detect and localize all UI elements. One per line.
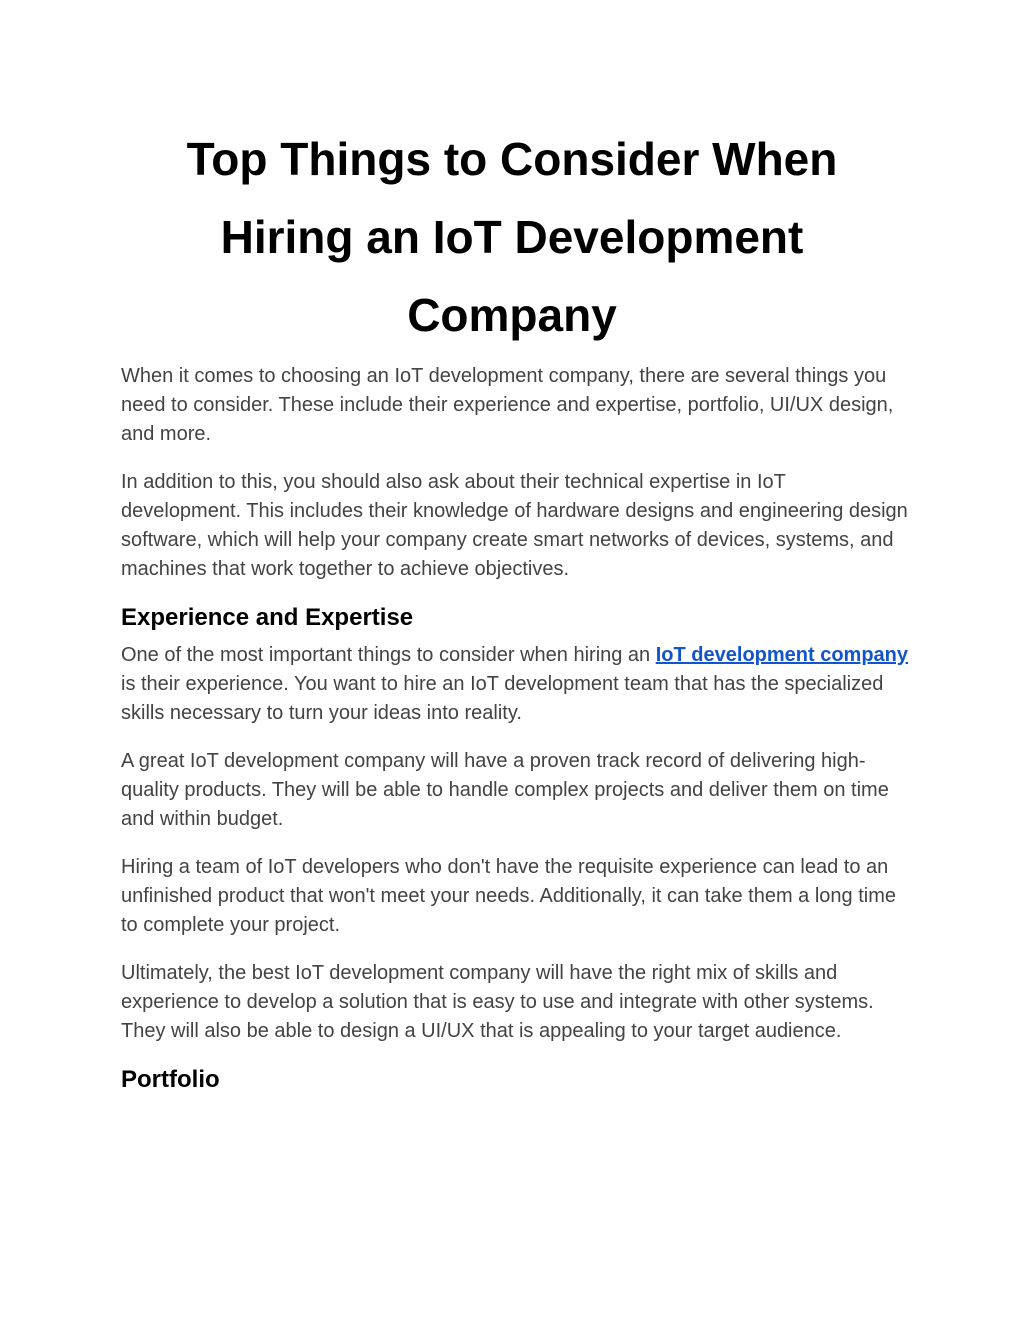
intro-paragraph-2: In addition to this, you should also ask about their technical expertise in IoT development. This includes their knowledge of hardware designs and engineering design software, which will help your company create smart networks of devices, systems, and machines that work together to achieve objectives.: [121, 471, 908, 580]
title-line-3: Company: [407, 289, 617, 341]
page-title: [120, 120, 904, 354]
experience-paragraph-1: [121, 641, 911, 728]
iot-development-company-link[interactable]: IoT development company: [655, 644, 909, 666]
experience-paragraph-2: A great IoT development company will have a proven track record of delivering high-quality products. They will be able to handle complex projects and deliver them on time and within budget.: [121, 750, 889, 830]
title-line-2: Hiring an IoT Development: [220, 211, 804, 263]
section-heading-experience: Experience and Expertise: [121, 604, 414, 631]
experience-paragraph-3: Hiring a team of IoT developers who don't have the requisite experience can lead to an unfinished product that won't meet your needs. Additionally, it can take them a long time to complete your project.: [121, 856, 897, 936]
experience-text-before-link: One of the most important things to consider when hiring an: [121, 644, 656, 666]
section-heading-portfolio: Portfolio: [121, 1066, 220, 1093]
intro-paragraph-1: When it comes to choosing an IoT development company, there are several things you need to consider. These include their experience and expertise, portfolio, UI/UX design, and more.: [121, 365, 894, 445]
document-body: [121, 362, 911, 1095]
title-line-1: Top Things to Consider When: [186, 133, 838, 185]
experience-text-after-link: is their experience. You want to hire an IoT development team that has the specialized skills necessary to turn your ideas into reality.: [121, 673, 884, 724]
experience-paragraph-4: Ultimately, the best IoT development company will have the right mix of skills and experience to develop a solution that is easy to use and integrate with other systems. They will also be able to design a UI/UX that is appealing to your target audience.: [121, 962, 874, 1042]
